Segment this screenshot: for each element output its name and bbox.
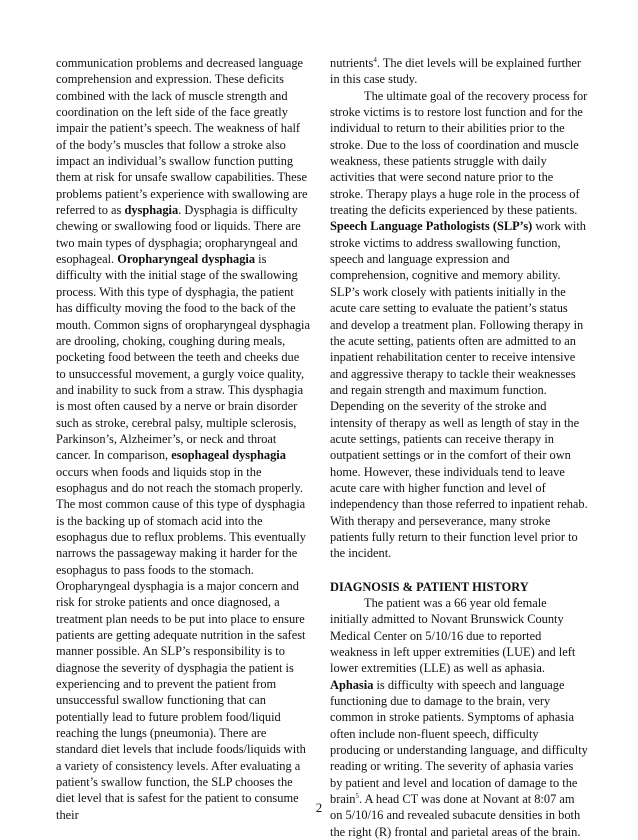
left-column	[56, 55, 310, 823]
section-heading: DIAGNOSIS & PATIENT HISTORY	[330, 579, 529, 594]
term-dysphagia: dysphagia	[124, 203, 179, 218]
term-oropharyngeal-dysphagia: Oropharyngeal dysphagia	[117, 252, 256, 267]
page-number: 2	[315, 800, 323, 815]
paragraph-dysphagia	[56, 55, 310, 823]
footnote-ref: 5	[355, 792, 359, 800]
body-text: is difficulty with speech and language functioning due to damage to the brain, very common in stroke patients. Symptoms of aphasia often include non-fluent speech, difficulty producing or understanding language, and difficulty reading or writing. The severity of aphasia varies by patient and level and location of damage to the brain	[330, 677, 588, 807]
body-text: . The diet levels will be explained further in this case study.	[330, 56, 582, 87]
body-text: The ultimate goal of the recovery process for stroke victims is to restore lost function and for the individual to return to their abilities prior to the stroke. Due to the loss of coordination and muscle weakness, these patients struggle with daily activities that were second nature prior to the stroke. Therapy plays a huge role in the process of treating the deficits experienced by these patients.	[330, 88, 588, 218]
footnote-ref: 4	[373, 55, 377, 64]
body-text: work with stroke victims to address swallowing function, speech and language expression and comprehension, cognitive and memory ability. SLP’s work closely with patients initially in the acute care setting to evaluate the patient’s status and develop a treatment plan. Following therapy in the acute setting, patients often are admitted to an inpatient rehabilitation center to receive intensive and aggressive therapy to tackle their weaknesses and regain strength and maximum function. Depending on the severity of the stroke and intensity of therapy as well as length of stay in the acute settings, patients can receive therapy in outpatient settings or in the comfort of their own home. However, these individuals tend to leave acute care with higher function and level of independency than those referred to inpatient rehab. With therapy and perseverance, many stroke patients fully return to their function level prior to the incident.	[330, 219, 588, 561]
body-text: . Dysphagia is difficulty chewing or swallowing food or liquids. There are two main types of dysphagia; oropharyngeal and esophageal.	[56, 203, 301, 267]
body-text: The patient was a 66 year old female initially admitted to Novant Brunswick County Medical Center on 5/10/16 due to reported weakness in left upper extremities (LUE) and left lower extremities (LLE) as well as aphasia.	[330, 596, 576, 676]
term-esophageal-dysphagia: esophageal dysphagia	[171, 448, 286, 463]
right-column	[330, 55, 588, 840]
term-aphasia: Aphasia	[330, 677, 374, 692]
body-text: . A head CT was done at Novant at 8:07 am on 5/10/16 and revealed subacute densities in both the right (R) frontal and parietal areas of the brain.	[330, 792, 581, 839]
body-text: communication problems and decreased language comprehension and expression. These deficits combined with the lack of muscle strength and coordination on the left side of the face greatly impair the patient’s speech. The weakness of half of the body’s muscles that follow a stroke also impact an individual’s swallow function putting them at risk for unsafe swallow capabilities. These problems patient’s experience with swallowing are referred to as	[56, 56, 308, 218]
paragraph-nutrients	[330, 55, 588, 88]
term-slp: Speech Language Pathologists (SLP’s)	[330, 219, 533, 234]
body-text: is difficulty with the initial stage of the swallowing process. With this type of dysphagia, the patient has difficulty moving the food to the back of the mouth. Common signs of oropharyngeal dysphagia are drooling, choking, coughing during meals, pocketing food between the teeth and cheeks due to unsuccessful movement, a gurgly voice quality, and inability to suck from a straw. This dysphagia is most often caused by a nerve or brain disorder such as stroke, cerebral palsy, multiple sclerosis, Parkinson’s, Alzheimer’s, or neck and throat cancer. In comparison,	[56, 252, 310, 463]
body-text: nutrients	[330, 56, 374, 70]
paragraph-recovery	[330, 88, 588, 562]
body-text: occurs when foods and liquids stop in the esophagus and do not reach the stomach properly. The most common cause of this type of dysphagia is the backing up of stomach acid into the esophagus due to reflux problems. This eventually narrows the passageway making it harder for the esophagus to pass foods to the stomach. Oropharyngeal dysphagia is a major concern and risk for stroke patients and once diagnosed, a treatment plan needs to be put into place to ensure patients are getting adequate nutrition in the safest manner possible. An SLP’s responsibility is to diagnose the severity of dysphagia the patient is experiencing and to prevent the patient from unsuccessful swallow functioning that can potentially lead to future problem food/liquid reaching the lungs (pneumonia). There are standard diet levels that include foods/liquids with a variety of consistency levels. After evaluating a patient’s swallow function, the SLP chooses the diet level that is safest for the patient to consume their	[56, 464, 306, 822]
